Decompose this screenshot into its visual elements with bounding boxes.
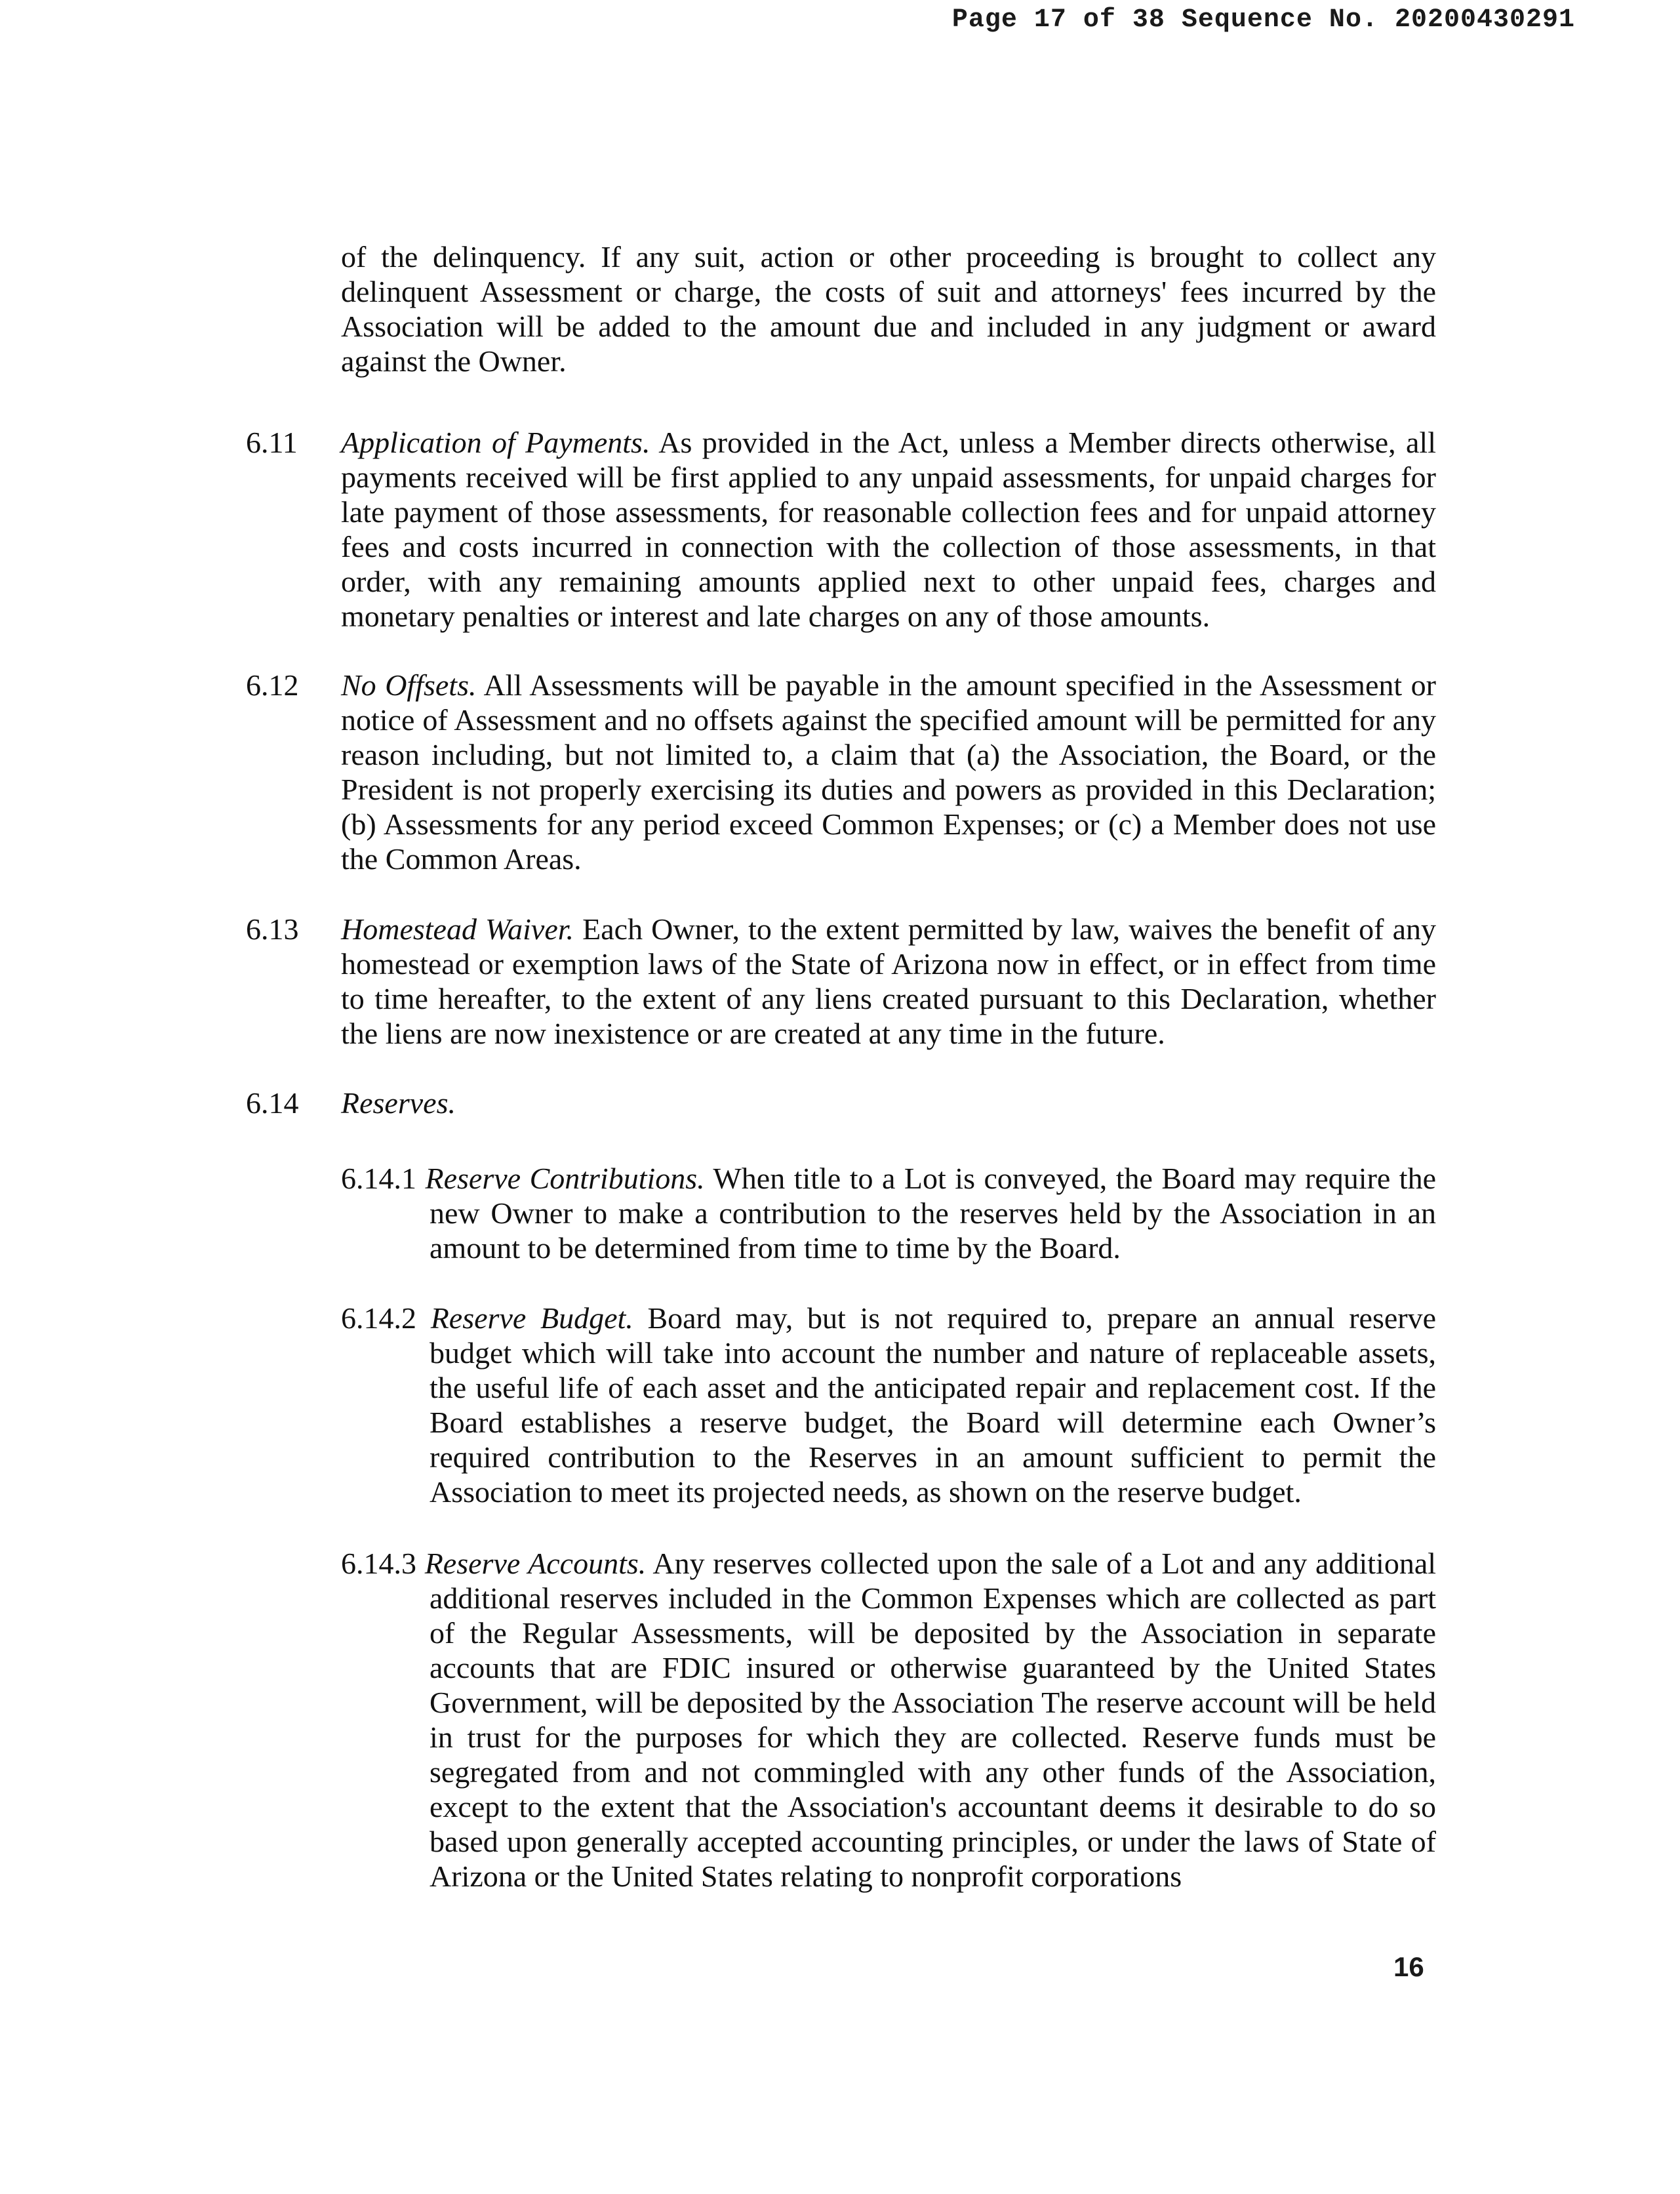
section-number: 6.11	[246, 426, 298, 459]
subsection-number: 6.14.2	[341, 1301, 416, 1335]
paragraph-continuation: of the delinquency. If any suit, action or other proceeding is brought to collect any delinquent Assessment or charge, the costs of suit and attorneys' fees incurred by the Association will be added to the amount due and included in any judgment or award against the Owner.	[341, 240, 1436, 378]
page-number: 16	[1393, 1951, 1424, 1982]
section-text: All Assessments will be payable in the amount specified in the Assessment or notice of Assessment and no offsets against the specified amount will be permitted for any reason including, but not limited to, a claim that (a) the Association, the Board, or the President is not properly exercising its duties and powers as provided in this Declaration; (b) Assessments for any period exceed Common Expenses; or (c) a Member does not use the Common Areas.	[341, 668, 1436, 876]
section-6-14	[246, 1086, 1436, 1120]
subsection-number: 6.14.3	[341, 1547, 416, 1580]
subsection-6-14-1	[341, 1161, 1436, 1265]
subsection-number: 6.14.1	[341, 1162, 416, 1195]
section-content	[341, 668, 1436, 876]
section-6-13	[246, 912, 1436, 1051]
subsection-6-14-3	[341, 1546, 1436, 1894]
subsection-content	[341, 1546, 1436, 1894]
subsection-content	[341, 1301, 1436, 1509]
subsection-text: Board may, but is not required to, prepare an annual reserve budget which will take into account the number and nature of replaceable assets, the useful life of each asset and the anticipated repair and replacement cost. If the Board establishes a reserve budget, the Board will determine each Owner’s required contribution to the Reserves in an amount sufficient to permit the Association to meet its projected needs, as shown on the reserve budget.	[430, 1301, 1437, 1509]
subsection-text: Any reserves collected upon the sale of a Lot and any additional additional reserves included in the Common Expenses which are collected as part of the Regular Assessments, will be deposited by the Association in separate accounts that are FDIC insured or otherwise guaranteed by the United States Government, will be deposited by the Association The reserve account will be held in trust for the purposes for which they are collected. Reserve funds must be segregated from and not commingled with any other funds of the Association, except to the extent that the Association's accountant deems it desirable to do so based upon generally accepted accounting principles, or under the laws of State of Arizona or the United States relating to nonprofit corporations	[430, 1547, 1437, 1893]
section-text: Each Owner, to the extent permitted by law, waives the benefit of any homestead or exemption laws of the State of Arizona now in effect, or in effect from time to time hereafter, to the extent of any liens created pursuant to this Declaration, whether the liens are now inexistence or are created at any time in the future.	[341, 912, 1436, 1050]
section-text: As provided in the Act, unless a Member directs otherwise, all payments received will be first applied to any unpaid assessments, for unpaid charges for late payment of those assessments, for reasonable collection fees and for unpaid attorney fees and costs incurred in connection with the collection of those assessments, in that order, with any remaining amounts applied next to other unpaid fees, charges and monetary penalties or interest and late charges on any of those amounts.	[341, 426, 1436, 633]
section-content	[341, 912, 1436, 1051]
section-6-12	[246, 668, 1436, 876]
subsection-title: Reserve Budget.	[430, 1301, 633, 1335]
section-title: Reserves.	[341, 1086, 456, 1120]
subsection-text: When title to a Lot is conveyed, the Board may require the new Owner to make a contribution to the reserves held by the Association in an amount to be determined from time to time by the Board.	[430, 1162, 1436, 1265]
section-number: 6.14	[246, 1086, 299, 1120]
section-content	[341, 1086, 1436, 1120]
page-sequence-header: Page 17 of 38 Sequence No. 20200430291	[951, 5, 1575, 35]
section-title: Homestead Waiver.	[341, 912, 574, 946]
subsection-title: Reserve Accounts.	[424, 1547, 647, 1580]
section-title: Application of Payments.	[341, 426, 650, 459]
subsection-title: Reserve Contributions.	[425, 1162, 705, 1195]
section-number: 6.13	[246, 912, 299, 946]
section-number: 6.12	[246, 668, 299, 702]
section-title: No Offsets.	[341, 668, 477, 702]
subsection-6-14-2	[341, 1301, 1436, 1509]
subsection-content	[341, 1161, 1436, 1265]
section-6-11	[246, 425, 1436, 634]
section-content	[341, 425, 1436, 634]
